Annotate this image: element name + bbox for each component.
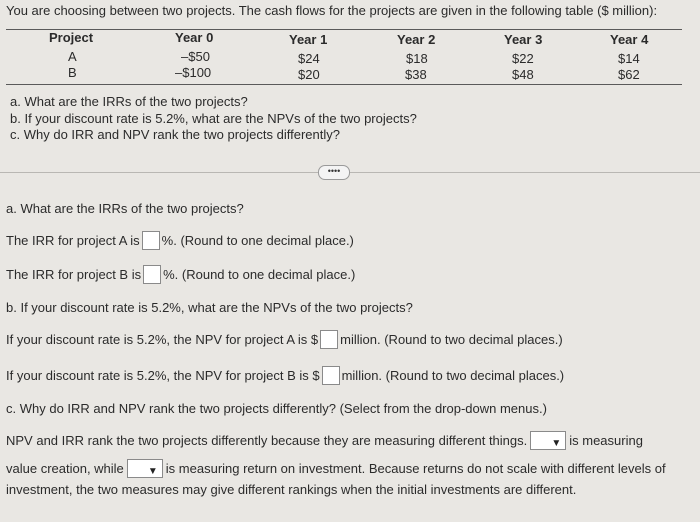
irr-b-input[interactable]	[143, 265, 161, 284]
table-top-rule	[6, 29, 682, 30]
answer-heading-c: c. Why do IRR and NPV rank the two projects differently? (Select from the drop-down menus.)	[6, 401, 547, 416]
npv-a-suffix: million. (Round to two decimal places.)	[340, 332, 563, 347]
irr-a-suffix: %. (Round to one decimal place.)	[161, 233, 354, 248]
col-header-project: Project	[49, 30, 94, 45]
row-b-year0: –$100	[175, 65, 212, 80]
section-divider	[0, 172, 700, 173]
row-a-year4: $14	[618, 51, 640, 66]
row-b-project: B	[68, 65, 77, 80]
c-line1-prefix: NPV and IRR rank the two projects differently because they are measuring different things.	[6, 433, 528, 448]
npv-b-suffix: million. (Round to two decimal places.)	[341, 368, 565, 383]
npv-a-line	[6, 330, 563, 351]
expand-more-button[interactable]: ••••	[318, 165, 350, 180]
answer-heading-a: a. What are the IRRs of the two projects?	[6, 201, 244, 216]
problem-intro: You are choosing between two projects. The cash flows for the projects are given in the following table ($ million):	[6, 3, 658, 18]
c-line-1	[6, 431, 643, 452]
dropdown-arrow-icon: ▼	[551, 438, 562, 450]
irr-b-line	[6, 265, 355, 286]
answer-heading-b: b. If your discount rate is 5.2%, what are the NPVs of the two projects?	[6, 300, 413, 315]
row-a-project: A	[68, 49, 77, 64]
npv-b-prefix: If your discount rate is 5.2%, the NPV for project B is $	[6, 368, 320, 383]
row-b-year2: $38	[405, 67, 427, 82]
npv-a-input[interactable]	[320, 330, 338, 349]
row-b-year1: $20	[298, 67, 320, 82]
col-header-year3: Year 3	[504, 32, 543, 47]
irr-b-suffix: %. (Round to one decimal place.)	[163, 267, 356, 282]
c-line-2	[6, 459, 666, 480]
row-b-year4: $62	[618, 67, 640, 82]
row-a-year0: –$50	[181, 49, 210, 64]
row-a-year1: $24	[298, 51, 320, 66]
col-header-year1: Year 1	[289, 32, 328, 47]
c-line2-suffix: is measuring return on investment. Because returns do not scale with different levels of	[165, 461, 666, 476]
row-a-year3: $22	[512, 51, 534, 66]
npv-a-prefix: If your discount rate is 5.2%, the NPV for project A is $	[6, 332, 319, 347]
question-c: c. Why do IRR and NPV rank the two projects differently?	[10, 127, 340, 142]
question-b: b. If your discount rate is 5.2%, what are the NPVs of the two projects?	[10, 111, 417, 126]
measure-dropdown-2[interactable]	[127, 459, 163, 478]
npv-b-line	[6, 366, 564, 387]
measure-dropdown-1[interactable]	[530, 431, 566, 450]
col-header-year0: Year 0	[175, 30, 214, 45]
irr-b-prefix: The IRR for project B is	[6, 267, 142, 282]
c-line2-prefix: value creation, while	[6, 461, 124, 476]
row-b-year3: $48	[512, 67, 534, 82]
irr-a-input[interactable]	[142, 231, 160, 250]
c-line-3: investment, the two measures may give different rankings when the initial investments are different.	[6, 482, 577, 497]
col-header-year4: Year 4	[610, 32, 649, 47]
row-a-year2: $18	[406, 51, 428, 66]
dropdown-arrow-icon: ▼	[147, 466, 158, 478]
table-bottom-rule	[6, 84, 682, 85]
irr-a-line	[6, 231, 354, 252]
col-header-year2: Year 2	[397, 32, 436, 47]
irr-a-prefix: The IRR for project A is	[6, 233, 140, 248]
npv-b-input[interactable]	[322, 366, 340, 385]
question-a: a. What are the IRRs of the two projects?	[10, 94, 248, 109]
c-line1-suffix: is measuring	[569, 433, 643, 448]
